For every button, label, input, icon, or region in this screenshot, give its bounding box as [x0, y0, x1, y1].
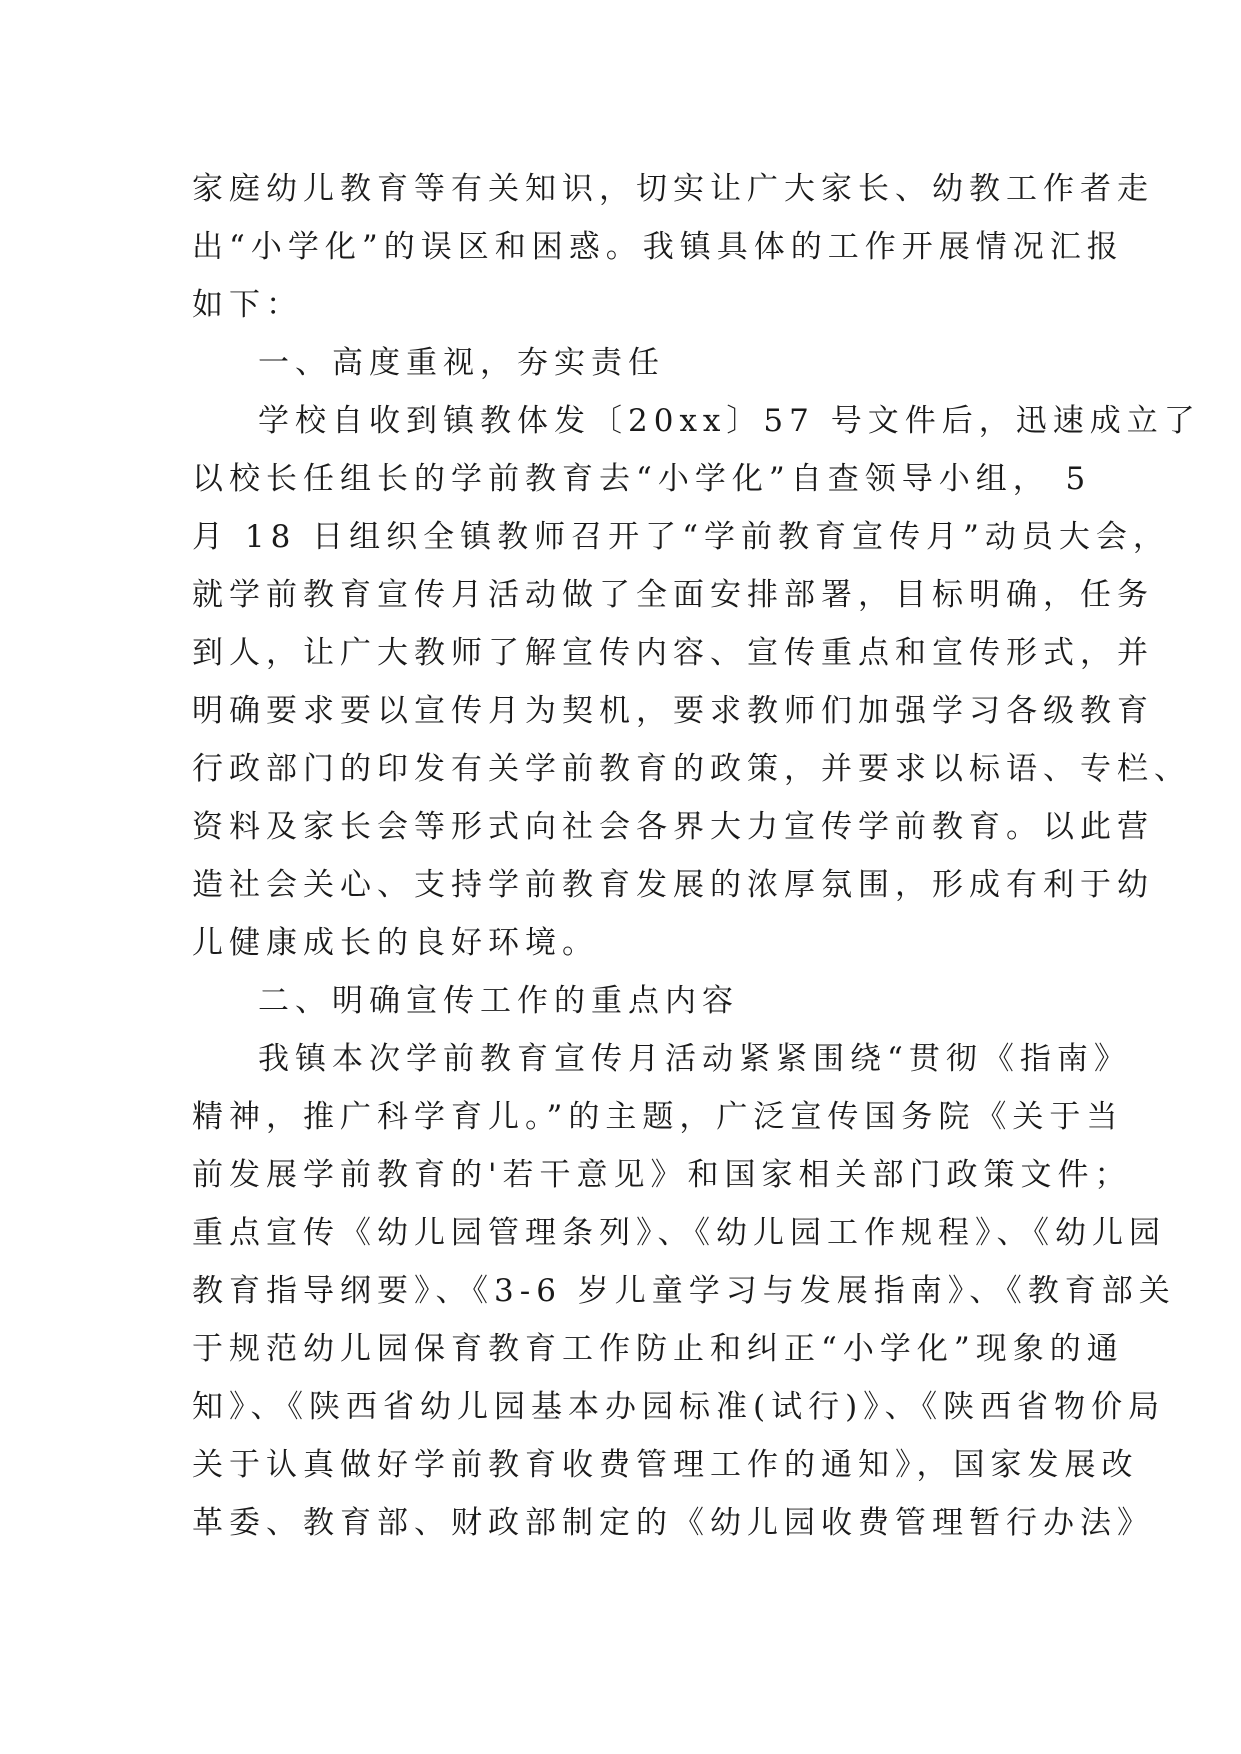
- text-line: 明确要求要以宣传月为契机，要求教师们加强学习各级教育: [192, 693, 1154, 729]
- text-line: 前发展学前教育的'若干意见》和国家相关部门政策文件；: [192, 1157, 1132, 1193]
- text-line: 以校长任组长的学前教育去“小学化”自查领导小组， 5: [192, 461, 1092, 497]
- section-heading: 二、明确宣传工作的重点内容: [258, 983, 739, 1019]
- text-line: 精神，推广科学育儿。”的主题，广泛宣传国务院《关于当: [192, 1099, 1124, 1135]
- text-line: 到人，让广大教师了解宣传内容、宣传重点和宣传形式，并: [192, 635, 1154, 671]
- text-line: 出“小学化”的误区和困惑。我镇具体的工作开展情况汇报: [192, 229, 1124, 265]
- text-line: 教育指导纲要》、《3-6 岁儿童学习与发展指南》、《教育部关: [192, 1273, 1176, 1309]
- text-line: 造社会关心、支持学前教育发展的浓厚氛围，形成有利于幼: [192, 867, 1154, 903]
- text-line: 月 18 日组织全镇教师召开了“学前教育宣传月”动员大会，: [192, 519, 1170, 555]
- text-line: 资料及家长会等形式向社会各界大力宣传学前教育。以此营: [192, 809, 1154, 845]
- text-line: 知》、《陕西省幼儿园基本办园标准(试行)》、《陕西省物价局: [192, 1389, 1166, 1425]
- text-line: 重点宣传《幼儿园管理条列》、《幼儿园工作规程》、《幼儿园: [192, 1215, 1166, 1251]
- text-line: 行政部门的印发有关学前教育的政策，并要求以标语、专栏、: [192, 751, 1191, 787]
- text-line: 革委、教育部、财政部制定的《幼儿园收费管理暂行办法》: [192, 1505, 1154, 1541]
- text-line: 于规范幼儿园保育教育工作防止和纠正“小学化”现象的通: [192, 1331, 1124, 1367]
- section-heading: 一、高度重视，夯实责任: [258, 345, 665, 381]
- text-line: 关于认真做好学前教育收费管理工作的通知》，国家发展改: [192, 1447, 1139, 1483]
- text-line: 学校自收到镇教体发〔20xx〕57 号文件后，迅速成立了: [258, 403, 1201, 439]
- document-body: [192, 160, 1201, 1552]
- text-line: 我镇本次学前教育宣传月活动紧紧围绕“贯彻《指南》: [258, 1041, 1131, 1077]
- text-line: 就学前教育宣传月活动做了全面安排部署，目标明确，任务: [192, 577, 1154, 613]
- text-line: 家庭幼儿教育等有关知识，切实让广大家长、幼教工作者走: [192, 171, 1154, 207]
- text-line: 如下：: [192, 287, 303, 323]
- text-line: 儿健康成长的良好环境。: [192, 925, 599, 961]
